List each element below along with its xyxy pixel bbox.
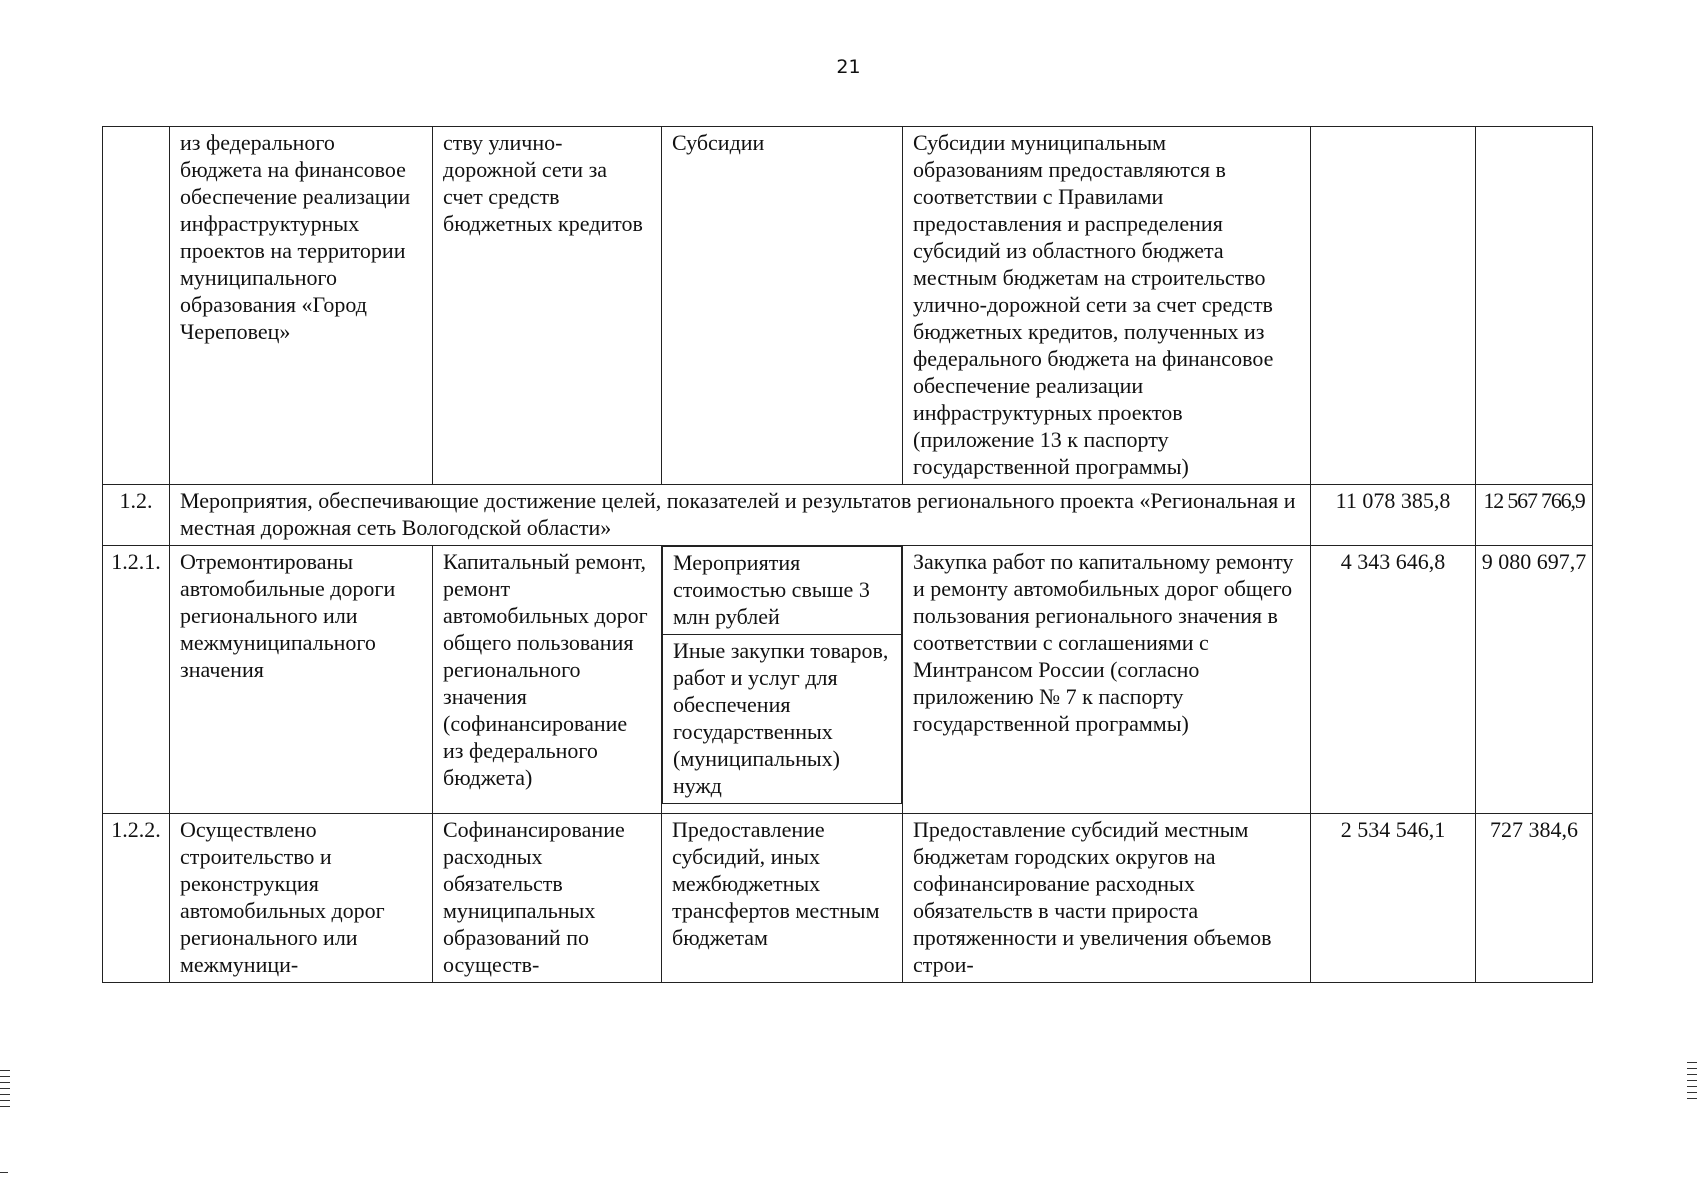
result-name-cell: из федерального бюджета на финансовое обеспечение реализации инфраструктурных проектов на территории муниципального образования «Город Череповец»	[170, 127, 433, 485]
description-cell: Закупка работ по капитальному ремонту и ремонту автомобильных дорог общего пользования регионального значения в соответствии с соглашениями с Минтрансом России (согласно приложению № 7 к паспорту государственной программы)	[903, 546, 1311, 814]
amount-1-cell: 2 534 546,1	[1311, 814, 1476, 983]
work-type-cell: Софинансирование расходных обязательств муниципальных образований по осуществ-	[433, 814, 662, 983]
expense-type-cell: Предоставление субсидий, иных межбюджетных трансфертов местным бюджетам	[662, 814, 903, 983]
amount-1-cell: 4 343 646,8	[1311, 546, 1476, 814]
section-title-cell: Мероприятия, обеспечивающие достижение целей, показателей и результатов регионального проекта «Региональная и местная дорожная сеть Вологодской области»	[170, 485, 1311, 546]
amount-1-cell: 11 078 385,8	[1311, 485, 1476, 546]
row-number	[103, 127, 170, 485]
work-type-cell: Капитальный ремонт, ремонт автомобильных дорог общего пользования регионального значения (софинансирование из федерального бюджета)	[433, 546, 662, 814]
expense-type-cell: Субсидии	[662, 127, 903, 485]
table-row-continued	[103, 127, 1593, 485]
row-number: 1.2.1.	[103, 546, 170, 814]
result-name-cell: Отремонтированы автомобильные дороги регионального или межмуниципального значения	[170, 546, 433, 814]
expense-type-b: Иные закупки товаров, работ и услуг для обеспечения государственных (муниципальных) нужд	[663, 635, 902, 804]
result-name-cell: Осуществлено строительство и реконструкция автомобильных дорог регионального или межмуници-	[170, 814, 433, 983]
expense-type-cell	[662, 546, 903, 814]
expense-type-a: Мероприятия стоимостью свыше 3 млн рублей	[663, 547, 902, 635]
description-cell: Предоставление субсидий местным бюджетам городских округов на софинансирование расходных обязательств в части прироста протяженности и увеличения объемов строи-	[903, 814, 1311, 983]
amount-2-cell: 9 080 697,7	[1476, 546, 1593, 814]
corner-tick-mark	[0, 1172, 8, 1173]
description-cell: Субсидии муниципальным образованиям предоставляются в соответствии с Правилами предоставления и распределения субсидий из областного бюджета местным бюджетам на строительство улично-дорожной сети за счет средств бюджетных кредитов, полученных из федерального бюджета на финансовое обеспечение реализации инфраструктурных проектов (приложение 13 к паспорту государственной программы)	[903, 127, 1311, 485]
work-type-cell: ству улично-дорожной сети за счет средств бюджетных кредитов	[433, 127, 662, 485]
amount-1-cell	[1311, 127, 1476, 485]
table-row-1-2	[103, 485, 1593, 546]
binding-margin-mark-left	[0, 1070, 10, 1110]
page-number: 21	[836, 56, 861, 78]
program-table	[102, 126, 1593, 983]
amount-2-cell: 727 384,6	[1476, 814, 1593, 983]
table-row-1-2-1	[103, 546, 1593, 814]
binding-margin-mark-right	[1687, 1062, 1697, 1102]
expense-type-subtable	[662, 546, 902, 804]
amount-2-cell: 12 567 766,9	[1476, 485, 1593, 546]
row-number: 1.2.2.	[103, 814, 170, 983]
row-number: 1.2.	[103, 485, 170, 546]
table-row-1-2-2	[103, 814, 1593, 983]
amount-2-cell	[1476, 127, 1593, 485]
